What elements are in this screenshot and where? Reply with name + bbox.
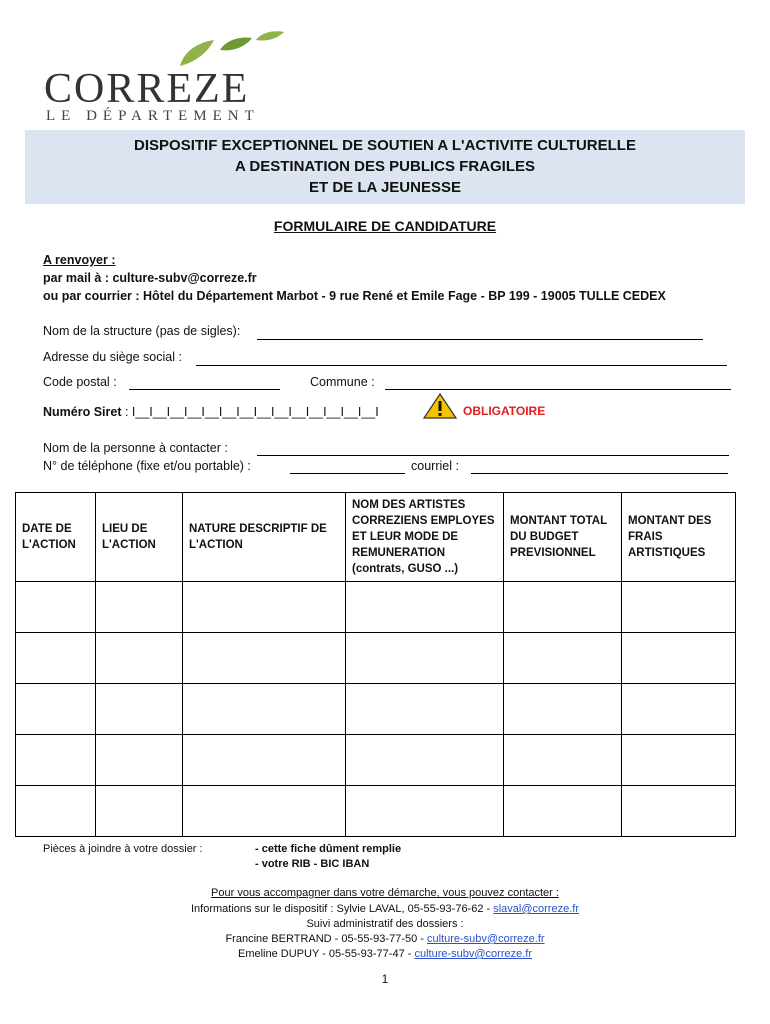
postal-field[interactable] — [129, 389, 280, 390]
return-heading: A renvoyer : — [43, 253, 116, 267]
title-line-2: A DESTINATION DES PUBLICS FRAGILES — [234, 158, 535, 175]
table-cell[interactable] — [622, 582, 736, 633]
table-cell[interactable] — [16, 786, 96, 837]
obligatoire-badge: OBLIGATOIRE — [463, 404, 546, 418]
table-row — [16, 582, 736, 633]
logo-brand: CORREZE — [44, 66, 250, 112]
table-cell[interactable] — [96, 633, 183, 684]
table-row — [16, 633, 736, 684]
table-cell[interactable] — [346, 582, 504, 633]
postal-label: Code postal : — [43, 375, 117, 389]
header-lieu: LIEU DE L'ACTION — [96, 493, 183, 582]
leaves-icon — [170, 30, 290, 70]
header-nature: NATURE DESCRIPTIF DE L'ACTION — [183, 493, 346, 582]
table-cell[interactable] — [622, 786, 736, 837]
table-cell[interactable] — [183, 684, 346, 735]
person1-line — [0, 932, 770, 947]
person1-text: Francine BERTRAND - 05-55-93-77-50 - — [225, 933, 427, 945]
email-field[interactable] — [471, 473, 728, 474]
table-cell[interactable] — [622, 684, 736, 735]
table-cell[interactable] — [96, 582, 183, 633]
header-montant-total: MONTANT TOTAL DU BUDGET PREVISIONNEL — [504, 493, 622, 582]
table-cell[interactable] — [622, 735, 736, 786]
table-cell[interactable] — [16, 735, 96, 786]
table-cell[interactable] — [183, 786, 346, 837]
person2-text: Emeline DUPUY - 05-55-93-77-47 - — [237, 948, 415, 960]
email-label: courriel : — [411, 459, 459, 473]
table-row — [16, 684, 736, 735]
info-email-link[interactable]: slaval@correze.fr — [493, 903, 579, 915]
siret-field[interactable]: : I__I__I__I__I__I__I__I__I__I__I__I__I__I__I — [124, 405, 379, 419]
structure-label: Nom de la structure (pas de sigles): — [43, 324, 241, 338]
table-cell[interactable] — [504, 786, 622, 837]
table-cell[interactable] — [504, 633, 622, 684]
address-label: Adresse du siège social : — [43, 350, 182, 364]
return-post: ou par courrier : Hôtel du Département Marbot - 9 rue René et Emile Fage - BP 199 - 19005 TULLE CEDEX — [43, 289, 666, 303]
header-artistes: NOM DES ARTISTES CORREZIENS EMPLOYES ET LEUR MODE DE REMUNERATION (contrats, GUSO ...) — [346, 493, 504, 582]
header-date: DATE DE L'ACTION — [16, 493, 96, 582]
table-row — [16, 735, 736, 786]
contact-field[interactable] — [257, 455, 729, 456]
form-title: FORMULAIRE DE CANDIDATURE — [273, 218, 497, 234]
siret-row — [43, 405, 379, 419]
table-cell[interactable] — [16, 582, 96, 633]
table-row — [16, 786, 736, 837]
table-cell[interactable] — [504, 582, 622, 633]
info-text: Informations sur le dispositif : Sylvie LAVAL, 05-55-93-76-62 - — [191, 903, 494, 915]
table-cell[interactable] — [16, 684, 96, 735]
address-field[interactable] — [196, 365, 727, 366]
contact-info-line — [0, 902, 770, 917]
page-number: 1 — [381, 972, 389, 986]
siret-label: Numéro Siret — [43, 405, 122, 419]
logo — [40, 30, 270, 125]
header-frais: MONTANT DES FRAIS ARTISTIQUES — [622, 493, 736, 582]
table-cell[interactable] — [504, 684, 622, 735]
person2-line — [0, 947, 770, 962]
structure-field[interactable] — [257, 339, 703, 340]
title-line-1: DISPOSITIF EXCEPTIONNEL DE SOUTIEN A L'ACTIVITE CULTURELLE — [134, 137, 636, 154]
table-cell[interactable] — [96, 684, 183, 735]
person2-email-link[interactable]: culture-subv@correze.fr — [414, 948, 533, 960]
table-cell[interactable] — [96, 786, 183, 837]
contact-label: Nom de la personne à contacter : — [43, 441, 228, 455]
contact-heading: Pour vous accompagner dans votre démarche, vous pouvez contacter : — [211, 887, 559, 899]
phone-label: N° de téléphone (fixe et/ou portable) : — [43, 459, 251, 473]
table-cell[interactable] — [183, 582, 346, 633]
table-cell[interactable] — [183, 735, 346, 786]
admin-heading: Suivi administratif des dossiers : — [306, 918, 464, 930]
warning-icon — [423, 393, 457, 419]
table-cell[interactable] — [346, 786, 504, 837]
attachments-label: Pièces à joindre à votre dossier : — [43, 843, 203, 855]
commune-label: Commune : — [310, 375, 375, 389]
table-cell[interactable] — [346, 633, 504, 684]
logo-subtitle: LE DÉPARTEMENT — [46, 108, 260, 124]
attachment-item-1: - cette fiche dûment remplie — [255, 843, 402, 855]
phone-field[interactable] — [290, 473, 405, 474]
table-cell[interactable] — [346, 684, 504, 735]
commune-field[interactable] — [385, 389, 731, 390]
actions-table — [15, 492, 736, 837]
title-line-3: ET DE LA JEUNESSE — [309, 179, 461, 196]
table-cell[interactable] — [16, 633, 96, 684]
title-band — [25, 130, 745, 204]
table-cell[interactable] — [504, 735, 622, 786]
attachment-item-2: - votre RIB - BIC IBAN — [255, 858, 370, 870]
table-header-row — [16, 493, 736, 582]
table-cell[interactable] — [346, 735, 504, 786]
person1-email-link[interactable]: culture-subv@correze.fr — [427, 933, 545, 945]
return-mail: par mail à : culture-subv@correze.fr — [43, 271, 257, 285]
table-cell[interactable] — [622, 633, 736, 684]
table-cell[interactable] — [183, 633, 346, 684]
table-cell[interactable] — [96, 735, 183, 786]
